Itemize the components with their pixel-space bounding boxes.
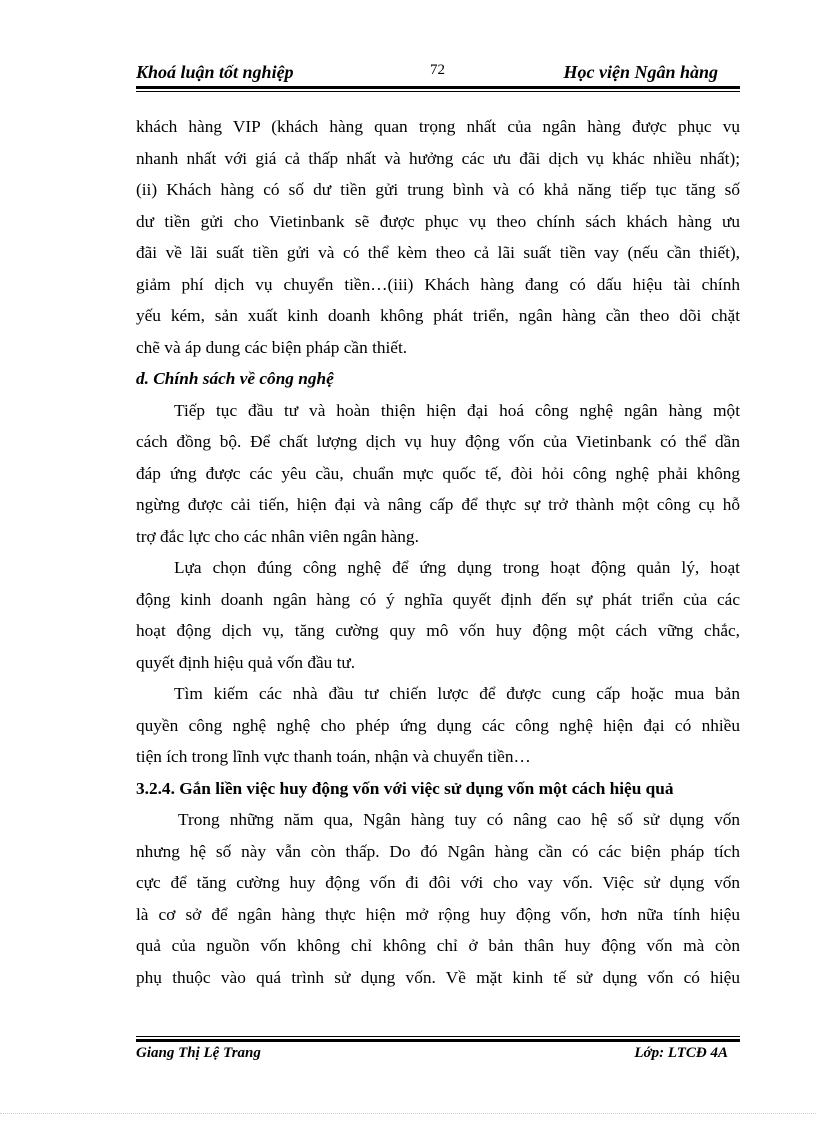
text-line: là cơ sở để ngân hàng thực hiện mở rộng huy động vốn, hơn nữa tính hiệu <box>136 904 740 924</box>
text-line: chẽ và áp dung các biện pháp cần thiết. <box>136 337 408 357</box>
text-line: Trong những năm qua, Ngân hàng tuy có nâng cao hệ số sử dụng vốn <box>178 810 740 829</box>
footer-author: Giang Thị Lệ Trang <box>136 1045 261 1061</box>
text-line: cách đồng bộ. Để chất lượng dịch vụ huy động vốn của Vietinbank có thể dần <box>136 432 740 451</box>
page-number: 72 <box>430 62 445 78</box>
text-line: phụ thuộc vào quá trình sử dụng vốn. Về mặt kinh tế sử dụng vốn có hiệu <box>136 967 740 987</box>
text-line: Tiếp tục đầu tư và hoàn thiện hiện đại hoá công nghệ ngân hàng một <box>174 400 740 420</box>
text-line: (ii) Khách hàng có số dư tiền gửi trung bình và có khả năng tiếp tục tăng số <box>136 180 740 199</box>
text-line: Tìm kiếm các nhà đầu tư chiến lược để được cung cấp hoặc mua bản <box>174 684 740 703</box>
page-bottom-edge <box>0 1113 816 1114</box>
page-header <box>136 58 740 88</box>
text-line: dư tiền gửi cho Vietinbank sẽ được phục vụ theo chính sách khách hàng ưu <box>136 211 740 231</box>
header-rule-thin <box>136 91 740 92</box>
footer-rule-thin <box>136 1036 740 1037</box>
text-line: nhưng hệ số này vẫn còn thấp. Do đó Ngân hàng cần có các biện pháp tích <box>136 841 740 861</box>
text-line: quả của nguồn vốn không chỉ không chỉ ở bản thân huy động vốn mà còn <box>136 936 740 955</box>
text-line: quyền công nghệ nghệ cho phép ứng dụng các công nghệ hiện đại có nhiều <box>136 715 740 735</box>
footer-class: Lớp: LTCĐ 4A <box>634 1045 728 1061</box>
section-heading-technology-policy: d. Chính sách về công nghệ <box>136 369 334 388</box>
section-heading-3-2-4: 3.2.4. Gắn liền việc huy động vốn với việc sử dụng vốn một cách hiệu quả <box>136 778 674 798</box>
text-line: Lựa chọn đúng công nghệ để ứng dụng trong hoạt động quản lý, hoạt <box>174 558 740 577</box>
text-line: khách hàng VIP (khách hàng quan trọng nhất của ngân hàng được phục vụ <box>136 117 740 136</box>
text-line: đáp ứng được các yêu cầu, chuẩn mực quốc tế, đòi hỏi công nghệ phải không <box>136 463 740 483</box>
text-line: trợ đắc lực cho các nhân viên ngân hàng. <box>136 526 419 546</box>
text-line: quyết định hiệu quả vốn đầu tư. <box>136 652 356 672</box>
text-line: động kinh doanh ngân hàng có ý nghĩa quyết định đến sự phát triển của các <box>136 589 740 609</box>
header-rule-thick <box>136 86 740 89</box>
header-institution: Học viện Ngân hàng <box>563 62 718 82</box>
text-line: nhanh nhất với giá cả thấp nhất và hưởng các ưu đãi dịch vụ khác nhiều nhất); <box>136 148 740 168</box>
text-line: tiện ích trong lĩnh vực thanh toán, nhận và chuyển tiền… <box>136 747 531 766</box>
text-line: ngừng được cải tiến, hiện đại và nâng cấp để thực sự trở thành một công cụ hỗ <box>136 495 740 514</box>
page-footer <box>136 1042 740 1066</box>
header-thesis-title: Khoá luận tốt nghiệp <box>136 62 294 82</box>
text-line: giảm phí dịch vụ chuyển tiền…(iii) Khách hàng đang có dấu hiệu tài chính <box>136 274 740 294</box>
body-text <box>136 111 740 993</box>
text-line: hoạt động dịch vụ, tăng cường quy mô vốn huy động một cách vững chắc, <box>136 621 740 640</box>
text-line: cực để tăng cường huy động vốn đi đôi với cho vay vốn. Việc sử dụng vốn <box>136 873 740 892</box>
text-line: đãi về lãi suất tiền gửi và có thể kèm theo cả lãi suất tiền vay (nếu cần thiết), <box>136 243 740 262</box>
text-line: yếu kém, sản xuất kinh doanh không phát triển, ngân hàng cần theo dõi chặt <box>136 306 740 325</box>
